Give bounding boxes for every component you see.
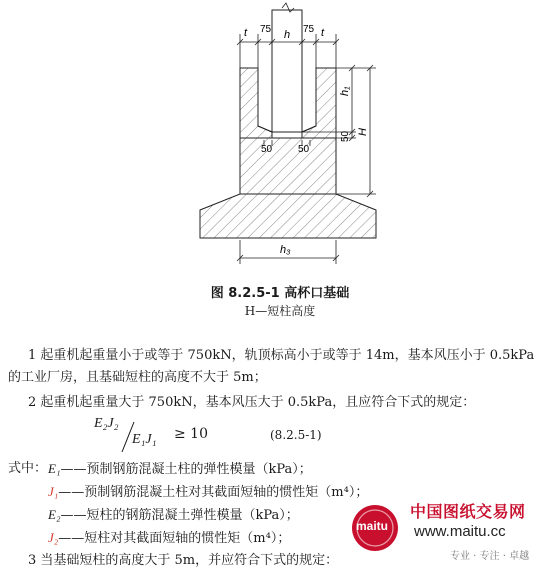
watermark	[350, 495, 560, 573]
formula-rhs: ≥ 10	[174, 426, 208, 442]
formula-numerator: E₂J₂	[94, 416, 119, 431]
figure-caption: 图 8.2.5-1 高杯口基础	[210, 286, 350, 301]
def-J1	[48, 481, 368, 504]
dim-h3: h₃	[280, 244, 291, 256]
foundation-diagram	[180, 0, 400, 275]
def-E2-text: ——短柱的钢筋混凝土弹性模量（kPa）；	[60, 508, 299, 523]
dim-50-vert: 50	[340, 130, 351, 142]
dim-t-left: t	[244, 27, 248, 39]
dim-h1: h₁	[339, 86, 351, 96]
formula-denominator: E₁J₁	[132, 432, 157, 447]
cup-left-wall	[240, 68, 272, 138]
where-label: 式中：	[8, 461, 48, 476]
dim-75-left: 75	[260, 24, 272, 35]
watermark-url: www.maitu.cc	[414, 523, 506, 540]
def-E2-symbol: E₂	[48, 507, 61, 522]
def-J2-symbol: J₂	[48, 530, 59, 545]
watermark-slogan: 专业 · 专注 · 卓越	[450, 551, 530, 562]
def-J2-text: ——短柱对其截面短轴的惯性矩（m⁴）；	[58, 531, 291, 546]
def-J1-symbol: J₁	[48, 484, 59, 499]
formula-number: (8.2.5-1)	[270, 428, 322, 442]
dim-t-right: t	[321, 27, 325, 39]
figure-subcaption: H—短柱高度	[244, 304, 316, 318]
def-E2	[48, 504, 299, 527]
def-E1	[48, 458, 312, 481]
dim-50-right: 50	[298, 144, 310, 155]
clause-2: 2 起重机起重量大于 750kN，基本风压大于 0.5kPa，且应符合下式的规定：	[28, 395, 476, 410]
clause-1-line1: 1 起重机起重量小于或等于 750kN，轨顶标高小于或等于 14m，基本风压小于 0.5kPa	[28, 348, 535, 363]
footing	[200, 194, 376, 238]
def-J2	[48, 527, 290, 550]
def-J1-text: ——预制钢筋混凝土柱对其截面短轴的惯性矩（m⁴）；	[58, 485, 369, 500]
def-E1-symbol: E₁	[48, 461, 61, 476]
dim-50-left: 50	[261, 144, 273, 155]
watermark-name: 中国图纸交易网	[410, 502, 526, 521]
formula	[90, 416, 390, 456]
short-column	[240, 138, 336, 194]
dim-h: h	[284, 29, 291, 41]
cup-right-wall	[302, 68, 336, 138]
watermark-logo-text: maitu	[356, 519, 389, 533]
clause-3: 3 当基础短柱的高度大于 5m，并应符合下式的规定：	[28, 553, 339, 568]
dim-H: H	[357, 128, 369, 136]
clause-1-line2: 的工业厂房，且基础短柱的高度不大于 5m；	[8, 370, 267, 385]
def-E1-text: ——预制钢筋混凝土柱的弹性模量（kPa）；	[60, 462, 312, 477]
dim-75-right: 75	[303, 24, 315, 35]
